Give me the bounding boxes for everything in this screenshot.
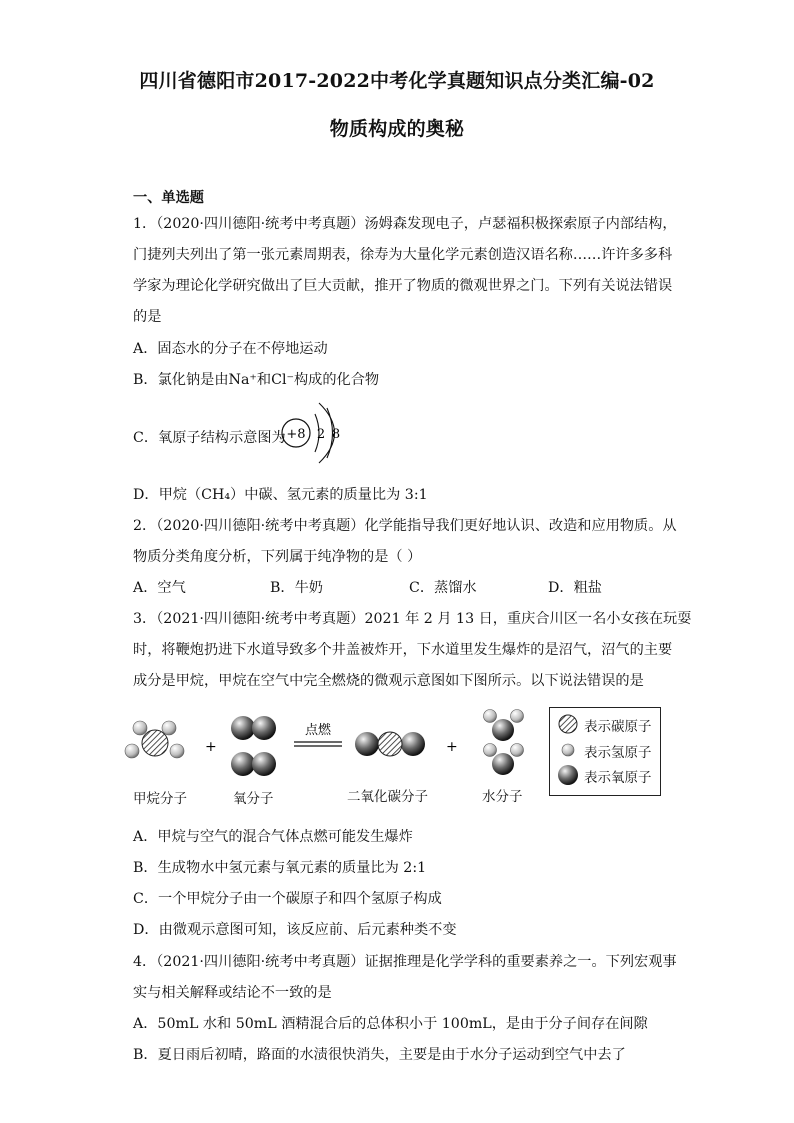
q1-option-d: D．甲烷（CH₄）中碳、氢元素的质量比为 3:1 [133, 487, 428, 503]
q1-stem-line: 1．（2020·四川德阳·统考中考真题）汤姆森发现电子，卢瑟福积极探索原子内部结构， [133, 216, 677, 232]
q4-option-b: B．夏日雨后初晴，路面的水渍很快消失，主要是由于水分子运动到空气中去了 [133, 1047, 626, 1063]
label-methane: 甲烷分子 [133, 791, 187, 807]
oxygen-atom [252, 752, 276, 776]
nucleus-charge: +8 [286, 427, 306, 442]
q3-option-d: D．由微观示意图可知，该反应前、后元素种类不变 [133, 922, 457, 938]
oxygen-atom [492, 753, 514, 775]
q1-stem-line: 的是 [133, 309, 162, 325]
legend-oxygen: 表示氧原子 [584, 770, 652, 786]
q1-option-a: A．固态水的分子在不停地运动 [133, 341, 328, 357]
legend-carbon-swatch [559, 715, 577, 733]
water-molecule [484, 744, 524, 776]
oxygen-atom [231, 716, 255, 740]
q4-stem-line: 实与相关解释或结论不一致的是 [133, 985, 332, 1001]
q3-option-c: C．一个甲烷分子由一个碳原子和四个氢原子构成 [133, 891, 442, 907]
oxygen-atom [252, 716, 276, 740]
co2-molecule [355, 732, 425, 756]
hydrogen-atom [170, 744, 184, 758]
diagram-legend [549, 707, 661, 796]
reaction-condition: 点燃 [304, 723, 332, 738]
hydrogen-atom [511, 710, 524, 723]
shell1-electrons: 2 [316, 427, 326, 442]
hydrogen-atom [484, 710, 497, 723]
q2-stem-line: 物质分类角度分析，下列属于纯净物的是（ ） [133, 549, 422, 565]
doc-title-line2: 物质构成的奥秘 [329, 118, 465, 140]
legend-swatches [550, 708, 580, 795]
carbon-atom [142, 730, 168, 756]
q3-stem-line: 3．（2021·四川德阳·统考中考真题）2021 年 2 月 13 日，重庆合川区一名小女孩在玩耍 [133, 611, 692, 627]
q1-stem-line: 门捷列夫列出了第一张元素周期表，徐寿为大量化学元素创造汉语名称……许许多多科 [133, 247, 673, 263]
legend-oxygen-swatch [558, 765, 578, 785]
q2-option-d: D．粗盐 [548, 580, 602, 596]
hydrogen-atom [511, 744, 524, 757]
q2-stem-line: 2．（2020·四川德阳·统考中考真题）化学能指导我们更好地认识、改造和应用物质。从 [133, 518, 677, 534]
legend-hydrogen: 表示氢原子 [584, 745, 652, 761]
q3-option-b: B．生成物水中氢元素与氧元素的质量比为 2:1 [133, 860, 427, 876]
legend-hydrogen-swatch [562, 744, 574, 756]
oxygen-atom [401, 732, 425, 756]
label-co2: 二氧化碳分子 [347, 789, 428, 805]
q2-option-a: A．空气 [133, 580, 186, 596]
q1-option-b: B．氯化钠是由Na⁺和Cl⁻构成的化合物 [133, 372, 380, 388]
q1-stem-line: 学家为理论化学研究做出了巨大贡献，推开了物质的微观世界之门。下列有关说法错误 [133, 278, 673, 294]
plus-sign: + [205, 739, 217, 755]
hydrogen-atom [484, 744, 497, 757]
q4-stem-line: 4．（2021·四川德阳·统考中考真题）证据推理是化学学科的重要素养之一。下列宏观事 [133, 954, 677, 970]
oxygen-molecule [231, 752, 276, 776]
oxygen-atom [492, 719, 514, 741]
q2-option-b: B．牛奶 [270, 580, 323, 596]
hydrogen-atom [133, 721, 147, 735]
q3-stem-line: 时，将鞭炮扔进下水道导致多个井盖被炸开，下水道里发生爆炸的是沼气，沼气的主要 [133, 642, 673, 658]
methane-combustion-diagram [124, 706, 544, 786]
shell2-electrons: 8 [331, 427, 341, 442]
q3-stem-line: 成分是甲烷，甲烷在空气中完全燃烧的微观示意图如下图所示。以下说法错误的是 [133, 673, 644, 689]
label-oxygen: 氧分子 [233, 791, 274, 807]
q1-option-c: C．氧原子结构示意图为 [133, 430, 286, 446]
section-heading: 一、单选题 [133, 190, 204, 206]
water-molecule [484, 710, 524, 742]
hydrogen-atom [162, 721, 176, 735]
q4-option-a: A．50mL 水和 50mL 酒精混合后的总体积小于 100mL，是由于分子间存在间隙 [133, 1016, 648, 1032]
methane-molecule [125, 721, 184, 758]
oxygen-atom [231, 752, 255, 776]
legend-carbon: 表示碳原子 [584, 719, 652, 735]
carbon-atom [378, 732, 402, 756]
oxygen-molecule [231, 716, 276, 740]
doc-title-line1: 四川省德阳市2017-2022中考化学真题知识点分类汇编-02 [139, 70, 655, 92]
label-water: 水分子 [482, 789, 523, 805]
q2-option-c: C．蒸馏水 [409, 580, 477, 596]
q3-option-a: A．甲烷与空气的混合气体点燃可能发生爆炸 [133, 829, 413, 845]
hydrogen-atom [125, 744, 139, 758]
oxygen-atom-structure-diagram [278, 402, 348, 464]
plus-sign: + [446, 739, 458, 755]
oxygen-atom [355, 732, 379, 756]
